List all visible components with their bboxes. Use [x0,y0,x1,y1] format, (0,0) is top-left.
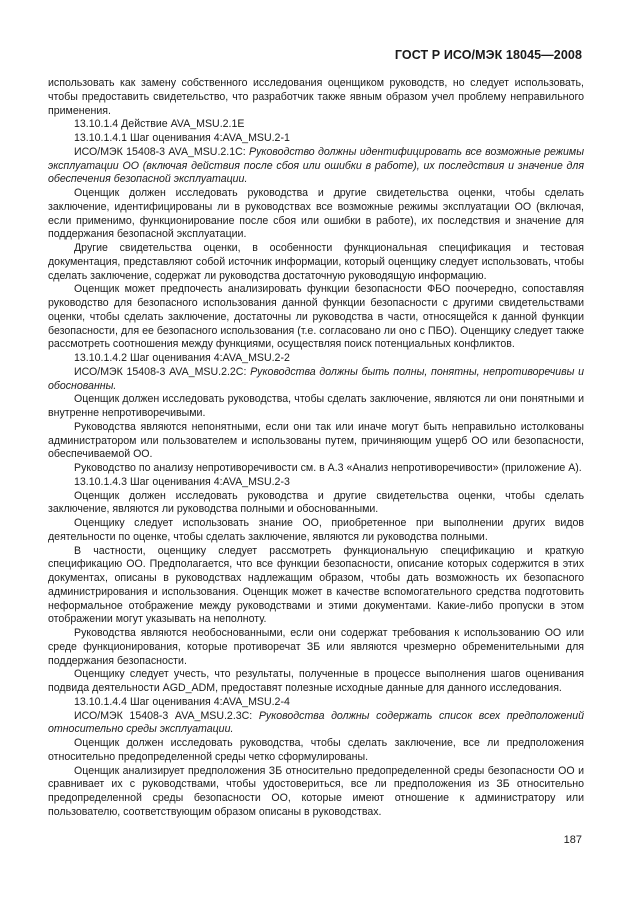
document-header: ГОСТ Р ИСО/МЭК 18045—2008 [394,48,582,62]
requirement-text: Руководства должны содержать список всех предположений относительно среды эксплуатации. [48,709,584,736]
paragraph: Руководства являются необоснованными, если они содержат требования к использованию ОО или среде функционирования, которые противоречат ЗБ или являются чрезмерно обременительными для поддержания безопасности. [48,627,584,667]
paragraph: Другие свидетельства оценки, в особенности функциональная спецификация и тестовая документация, представляют собой источник информации, который оценщику следует использовать, чтобы сделать заключение, содержат ли руководства достаточную руководящую информацию. [48,242,584,282]
paragraph: Оценщик должен исследовать руководства, чтобы сделать заключение, все ли предположения относительно предопределенной среды четко сформулированы. [48,737,584,763]
step-heading: 13.10.1.4.2 Шаг оценивания 4:AVA_MSU.2-2 [74,352,290,364]
standard-ref: ИСО/МЭК 15408-3 AVA_MSU.2.1C: [74,145,250,158]
paragraph: Руководство по анализу непротиворечивости см. в А.3 «Анализ непротиворечивости» (приложение А). [74,462,582,474]
paragraph: В частности, оценщику следует рассмотреть функциональную спецификацию и краткую спецификацию ОО. Предполагается, что все функции безопасности, описание которых содержится в этих документах, описаны в руководствах надлежащим образом, чтобы дать возможность их безопасного администрирования и использования. Оценщик может в качестве вспомогательного средства подготовить неформальное отображение между руководствами и этими документами. Какие-либо пропуски в этом отображении могут указывать на неполноту. [48,544,584,626]
paragraph: Оценщик должен исследовать руководства и другие свидетельства оценки, чтобы сделать заключение, являются ли руководства полными и обоснованными. [48,489,584,516]
step-heading: 13.10.1.4.3 Шаг оценивания 4:AVA_MSU.2-3 [74,475,290,488]
document-body [48,77,584,820]
paragraph: Оценщик может предпочесть анализировать функции безопасности ФБО поочередно, сопоставляя руководство для безопасного использования данной функции безопасности с другими свидетельствами оценки, чтобы сделать заключение, достаточны ли руководства в части, относящейся к данной функции безопасности, для ее безопасного использования (т.е. согласовано ли оно с ПБО). Оценщику следует также рассмотреть соотношения между функциями, осуществляя поиск потенциальных конфликтов. [48,283,584,351]
standard-requirement [48,146,584,187]
paragraph: Оценщику следует использовать знание ОО, приобретенное при выполнении других видов деятельности по оценке, чтобы сделать заключение, являются ли руководства полными. [48,517,584,543]
standard-ref: ИСО/МЭК 15408-3 AVA_MSU.2.3C: [74,709,259,722]
standard-ref: ИСО/МЭК 15408-3 AVA_MSU.2.2C: [74,365,251,378]
paragraph: Руководства являются непонятными, если они так или иначе могут быть неправильно истолкованы администратором или пользователем и использованы путем, причиняющим ущерб ОО или безопасности, обеспечиваемой ОО. [48,420,584,461]
section-heading: 13.10.1.4 Действие AVA_MSU.2.1E [74,118,245,131]
standard-requirement [48,366,584,394]
requirement-text: Руководства должны быть полны, понятны, непротиворечивы и обоснованны. [48,365,584,392]
page-number: 187 [563,834,582,846]
paragraph: Оценщик должен исследовать руководства и другие свидетельства оценки, чтобы сделать заключение, идентифицированы ли в руководствах все возможные режимы эксплуатации ОО (включая, если применимо, функционирование после сбоя или ошибки в работе), их последствия и значение для поддержания безопасной эксплуатации. [48,187,584,241]
paragraph-continuation: использовать как замену собственного исследования оценщиком руководств, но следует использовать, чтобы предоставить свидетельство, что разработчик также явным образом учел проблему неправильного применения. [48,77,584,117]
step-heading: 13.10.1.4.1 Шаг оценивания 4:AVA_MSU.2-1 [74,132,290,144]
standard-requirement [48,710,584,738]
step-heading: 13.10.1.4.4 Шаг оценивания 4:AVA_MSU.2-4 [74,695,290,708]
paragraph: Оценщику следует учесть, что результаты, полученные в процессе выполнения шагов оценивания подвида деятельности AGD_ADM, предоставят полезные исходные данные для данного исследования. [48,668,584,694]
requirement-text: Руководство должны идентифицировать все возможные режимы эксплуатации ОО (включая действия после сбоя или ошибки в работе), их последствия и значение для обеспечения безопасной эксплуатации. [48,145,584,186]
paragraph: Оценщик анализирует предположения ЗБ относительно предопределенной среды безопасности ОО и сравнивает их с руководствами, чтобы удостовериться, все ли предположения из ЗБ относительно предопределенной среды безопасности ОО, которые имеют отношение к администратору или пользователю, соответствующим образом описаны в руководствах. [48,764,584,818]
paragraph: Оценщик должен исследовать руководства, чтобы сделать заключение, являются ли они понятными и внутренне непротиворечивыми. [48,393,584,419]
